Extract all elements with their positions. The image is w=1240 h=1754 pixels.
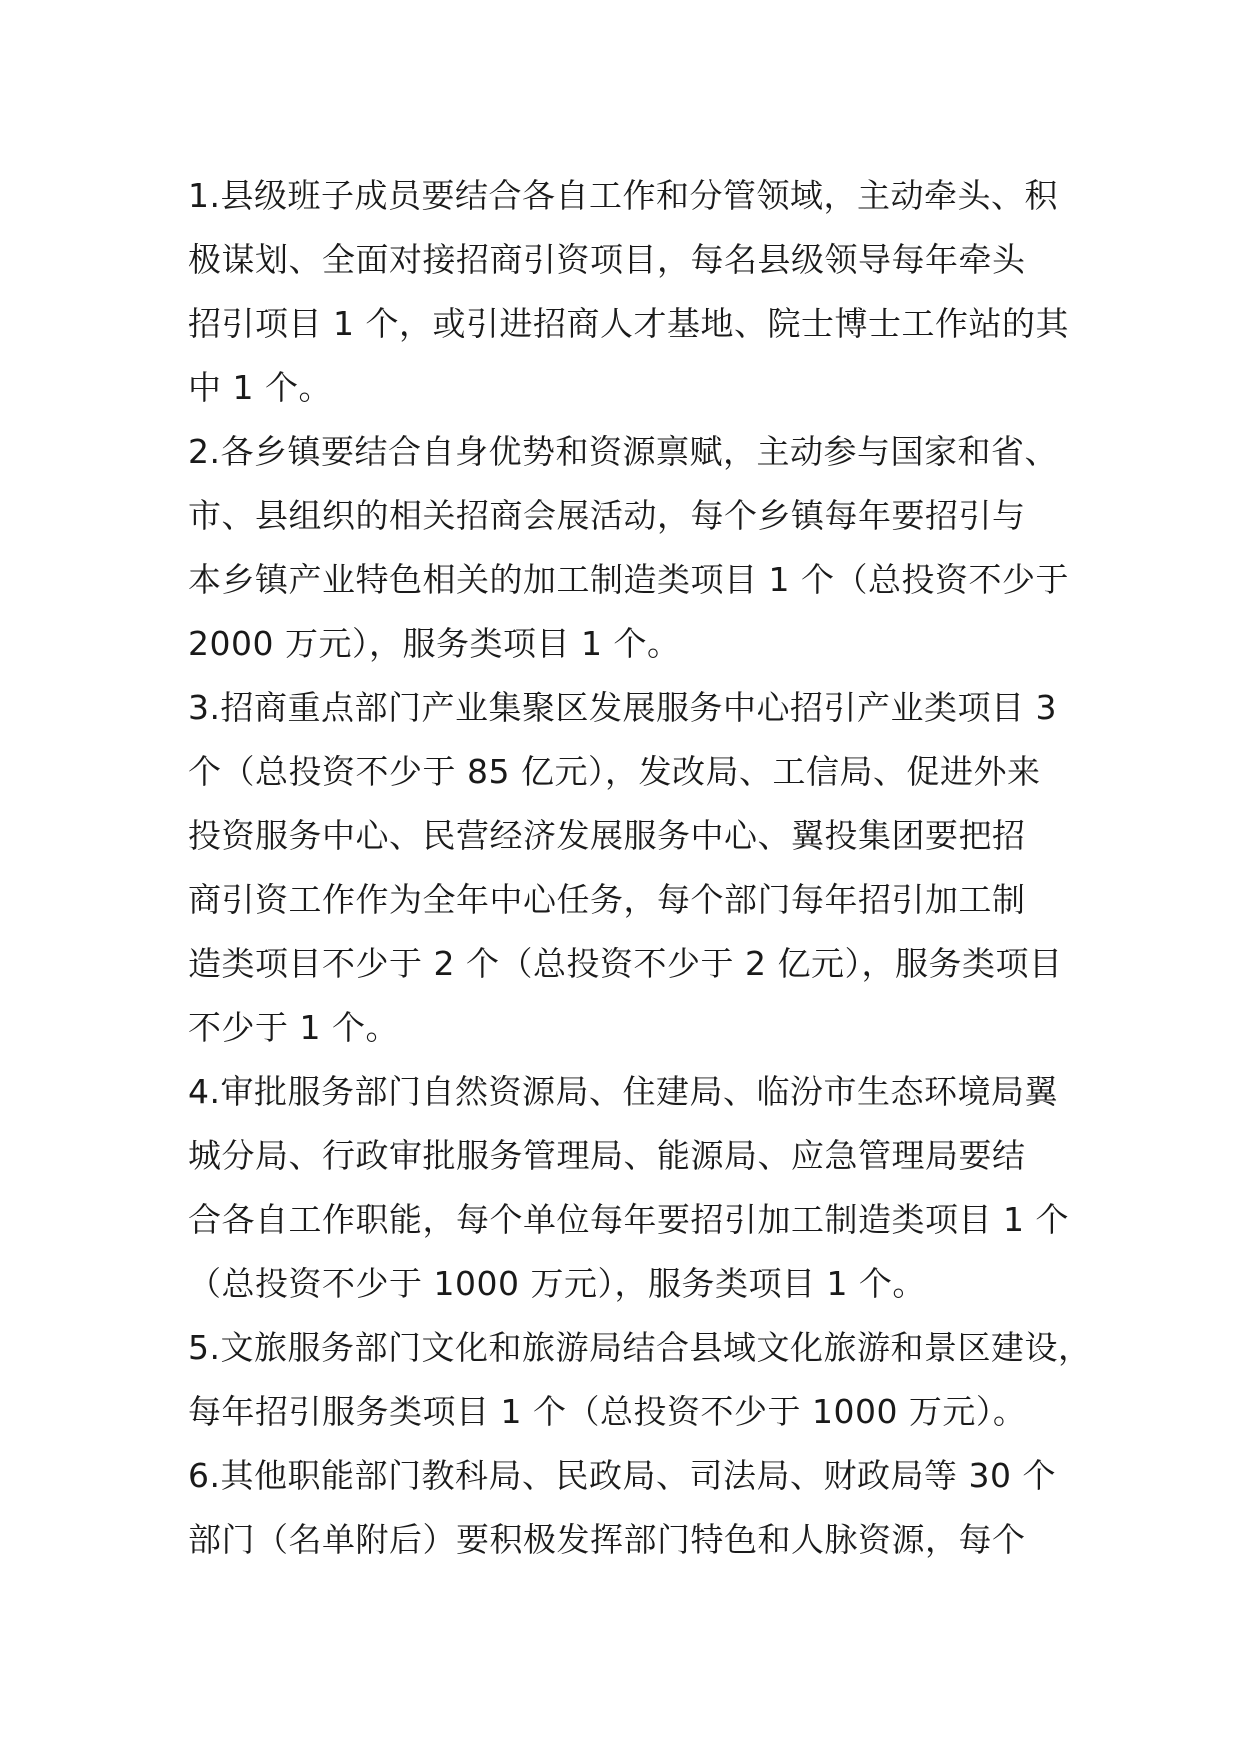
text-line: 极谋划、全面对接招商引资项目，每名县级领导每年牵头: [188, 240, 1026, 279]
text-line: 造类项目不少于 2 个（总投资不少于 2 亿元），服务类项目: [188, 944, 1063, 983]
text-line: 中 1 个。: [188, 368, 332, 407]
text-line: 商引资工作作为全年中心任务，每个部门每年招引加工制: [188, 880, 1026, 919]
text-line: 招引项目 1 个，或引进招商人才基地、院士博士工作站的其: [188, 304, 1069, 343]
text-line: 个（总投资不少于 85 亿元），发改局、工信局、促进外来: [188, 752, 1041, 791]
text-line: 2000 万元），服务类项目 1 个。: [188, 624, 681, 663]
text-line: 1.县级班子成员要结合各自工作和分管领域，主动牵头、积: [188, 176, 1058, 215]
text-line: 部门（名单附后）要积极发挥部门特色和人脉资源，每个: [188, 1520, 1026, 1559]
text-line: 合各自工作职能，每个单位每年要招引加工制造类项目 1 个: [188, 1200, 1069, 1239]
text-line: （总投资不少于 1000 万元），服务类项目 1 个。: [188, 1264, 926, 1303]
text-line: 3.招商重点部门产业集聚区发展服务中心招引产业类项目 3: [188, 688, 1057, 727]
text-line: 本乡镇产业特色相关的加工制造类项目 1 个（总投资不少于: [188, 560, 1069, 599]
text-line: 不少于 1 个。: [188, 1008, 399, 1047]
text-line: 每年招引服务类项目 1 个（总投资不少于 1000 万元）。: [188, 1392, 1027, 1431]
text-line: 5.文旅服务部门文化和旅游局结合县域文化旅游和景区建设，: [188, 1328, 1092, 1367]
text-line: 4.审批服务部门自然资源局、住建局、临汾市生态环境局翼: [188, 1072, 1058, 1111]
text-line: 市、县组织的相关招商会展活动，每个乡镇每年要招引与: [188, 496, 1026, 535]
text-line: 6.其他职能部门教科局、民政局、司法局、财政局等 30 个: [188, 1456, 1056, 1495]
text-line: 城分局、行政审批服务管理局、能源局、应急管理局要结: [188, 1136, 1026, 1175]
text-line: 2.各乡镇要结合自身优势和资源禀赋，主动参与国家和省、: [188, 432, 1058, 471]
text-line: 投资服务中心、民营经济发展服务中心、翼投集团要把招: [188, 816, 1026, 855]
